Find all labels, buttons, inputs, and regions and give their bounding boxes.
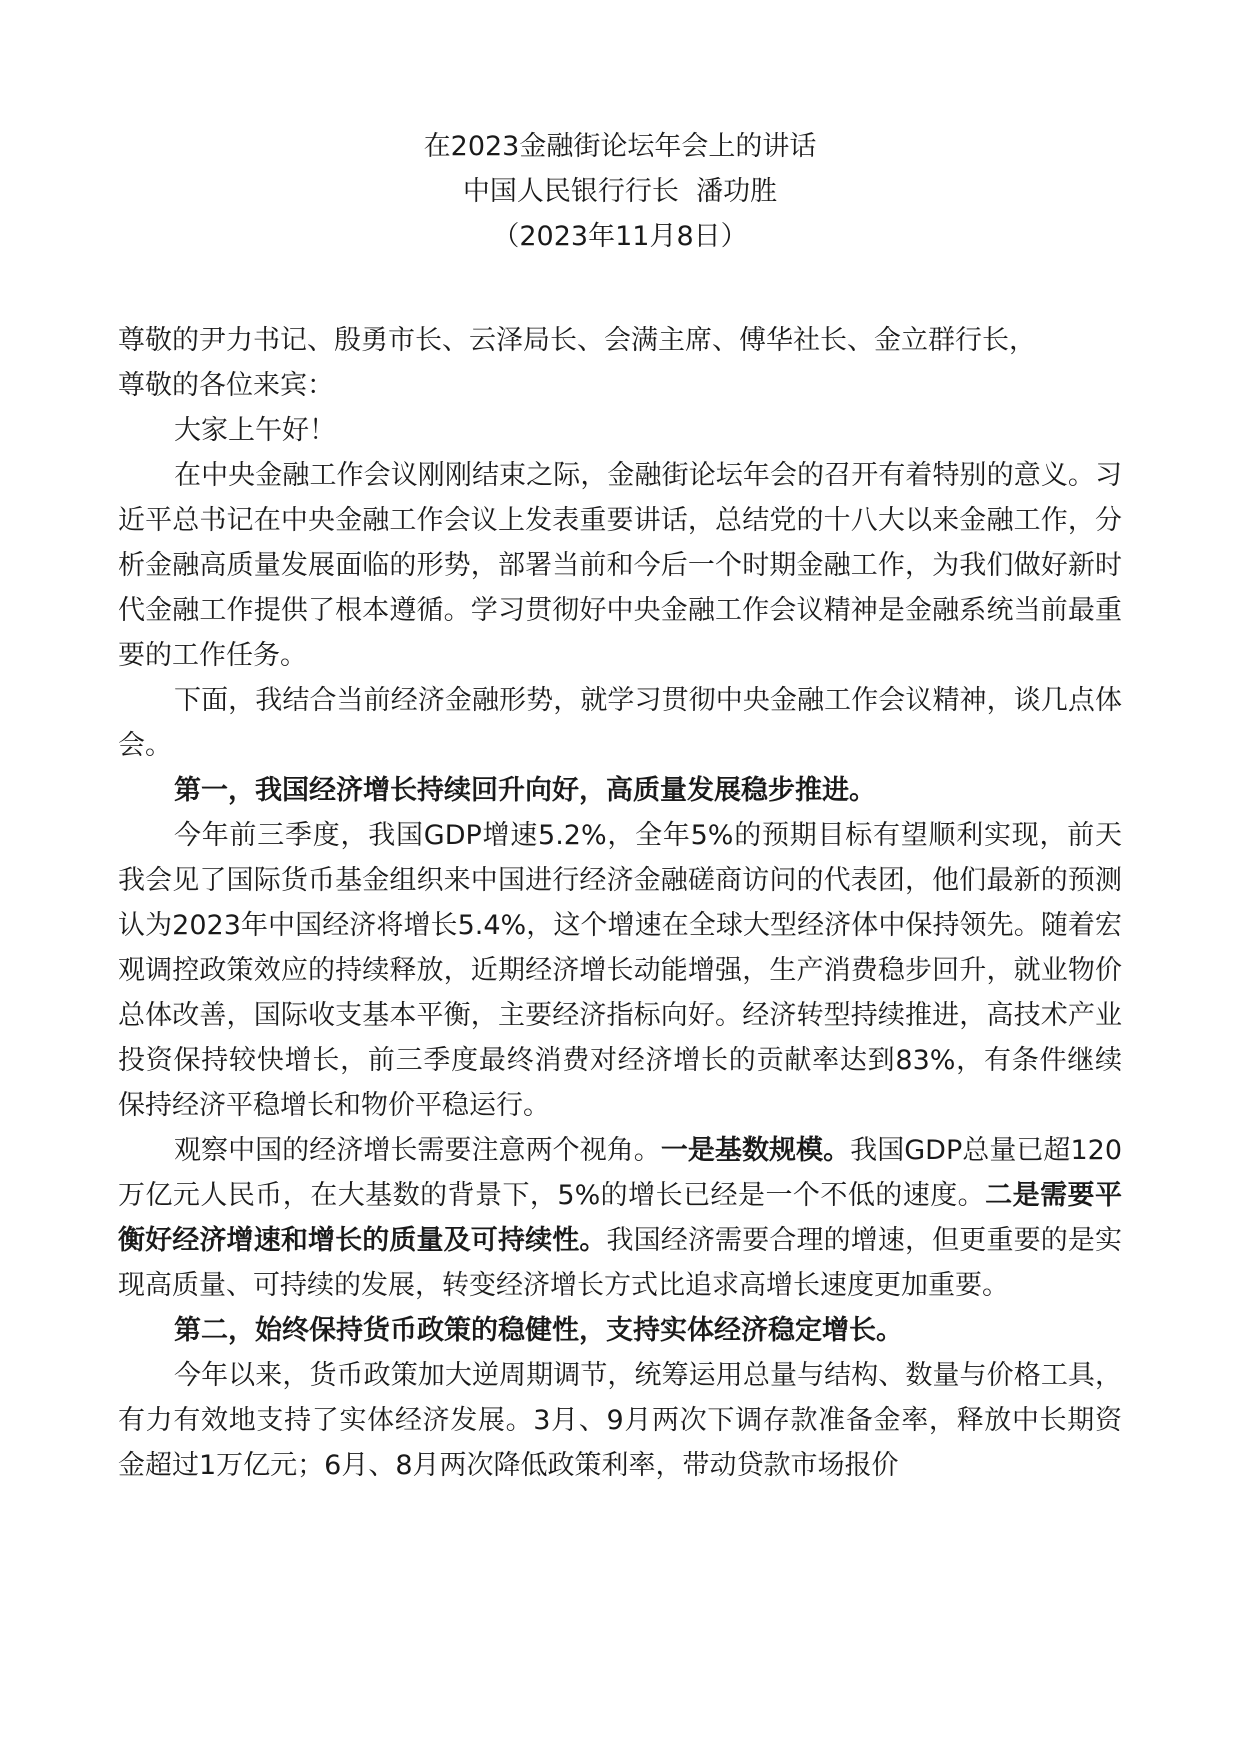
paragraph-4-part-2: 我国GDP总量已超120万亿元人民币，在大基数的背景下，5%的增长已经是一个不低的速度。 [118,1135,1123,1211]
salutation-line-2: 尊敬的各位来宾： [118,370,334,401]
document-header [0,124,1240,259]
paragraph-4-bold-1: 一是基数规模。 [660,1135,851,1166]
speaker-line: 中国人民银行行长 潘功胜 [462,176,778,207]
paragraph-4 [118,1128,1122,1308]
paragraph-4-part-3: 我国经济需要合理的增速，但更重要的是实现高质量、可持续的发展，转变经济增长方式比追求高增长速度更加重要。 [118,1225,1122,1301]
paragraph-4-part-1: 观察中国的经济增长需要注意两个视角。 [174,1135,661,1166]
greeting: 大家上午好！ [174,415,336,446]
paragraph-3: 今年前三季度，我国GDP增速5.2%，全年5%的预期目标有望顺利实现，前天我会见了国际货币基金组织来中国进行经济金融磋商访问的代表团，他们最新的预测认为2023年中国经济将增长5.4%，这个增速在全球大型经济体中保持领先。随着宏观调控政策效应的持续释放，近期经济增长动能增强，生产消费稳步回升，就业物价总体改善，国际收支基本平衡，主要经济指标向好。经济转型持续推进，高技术产业投资保持较快增长，前三季度最终消费对经济增长的贡献率达到83%，有条件继续保持经济平稳增长和物价平稳运行。 [118,820,1122,1121]
paragraph-2: 下面，我结合当前经济金融形势，就学习贯彻中央金融工作会议精神，谈几点体会。 [118,685,1122,761]
document-title: 在2023金融街论坛年会上的讲话 [423,131,817,162]
salutation [118,318,1122,408]
paragraph-5: 今年以来，货币政策加大逆周期调节，统筹运用总量与结构、数量与价格工具，有力有效地支持了实体经济发展。3月、9月两次下调存款准备金率，释放中长期资金超过1万亿元；6月、8月两次降低政策利率，带动贷款市场报价 [118,1360,1122,1481]
section-heading-2: 第二，始终保持货币政策的稳健性，支持实体经济稳定增长。 [174,1315,903,1346]
section-heading-1: 第一，我国经济增长持续回升向好，高质量发展稳步推进。 [174,775,876,806]
salutation-line-1: 尊敬的尹力书记、殷勇市长、云泽局长、会满主席、傅华社长、金立群行长， [118,325,1036,356]
speech-date: （2023年11月8日） [492,221,748,252]
paragraph-4-bold-2: 二是需要平衡好经济增速和增长的质量及可持续性。 [118,1180,1123,1256]
document-body [118,318,1122,1488]
paragraph-1: 在中央金融工作会议刚刚结束之际，金融街论坛年会的召开有着特别的意义。习近平总书记在中央金融工作会议上发表重要讲话，总结党的十八大以来金融工作，分析金融高质量发展面临的形势，部署当前和今后一个时期金融工作，为我们做好新时代金融工作提供了根本遵循。学习贯彻好中央金融工作会议精神是金融系统当前最重要的工作任务。 [118,460,1122,671]
